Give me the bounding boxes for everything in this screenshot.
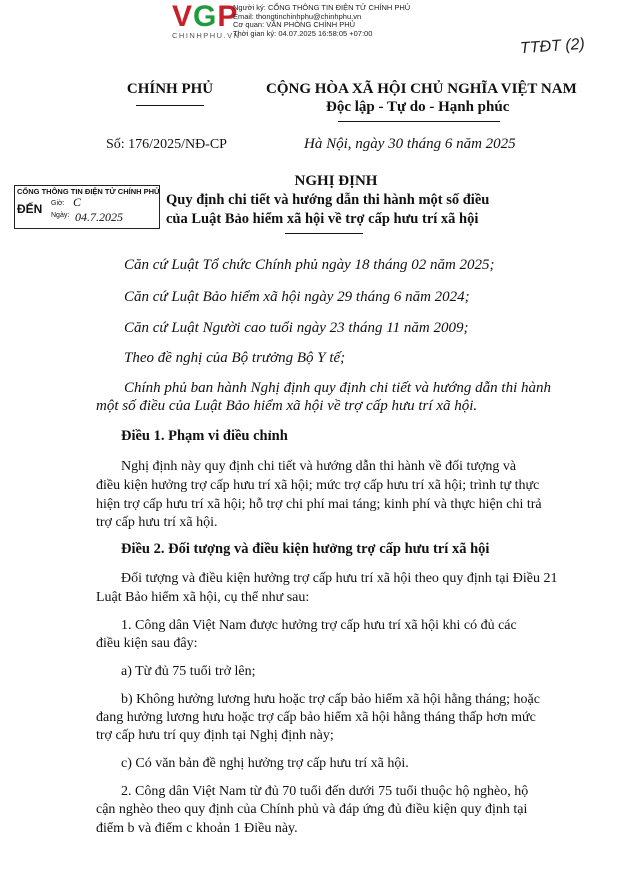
vgp-logo-subtitle: CHINHPHU.VN — [172, 31, 241, 40]
issuing-agency: CHÍNH PHỦ — [126, 81, 214, 97]
clause1-line: 1. Công dân Việt Nam được hưởng trợ cấp hưu trí xã hội khi có đủ các — [121, 618, 517, 633]
preamble-line: Căn cứ Luật Người cao tuổi ngày 23 tháng 11 năm 2009; — [124, 320, 469, 336]
agency-underline — [136, 105, 204, 106]
place-and-date: Hà Nội, ngày 30 tháng 6 năm 2025 — [304, 136, 516, 152]
receipt-stamp — [14, 185, 160, 229]
receipt-stamp-date-label: Ngày: — [51, 212, 70, 219]
point-a: a) Từ đủ 75 tuổi trở lên; — [121, 664, 256, 679]
vgp-logo-v: V — [172, 0, 194, 33]
preamble-line: Căn cứ Luật Tổ chức Chính phủ ngày 18 tháng 02 năm 2025; — [124, 257, 495, 273]
preamble-line: Căn cứ Luật Bảo hiểm xã hội ngày 29 tháng 6 năm 2024; — [124, 289, 470, 305]
document-number: Số: 176/2025/NĐ-CP — [106, 137, 227, 152]
signer-time: Thời gian ký: 04.07.2025 16:58:05 +07:00 — [233, 28, 373, 38]
clause1-line: điều kiện sau đây: — [96, 636, 198, 651]
article2-intro-line: Luật Bảo hiểm xã hội, cụ thể như sau: — [96, 590, 310, 605]
title-underline — [285, 233, 363, 234]
point-b-line: b) Không hưởng lương hưu hoặc trợ cấp bảo hiểm xã hội hằng tháng; hoặc — [121, 692, 540, 707]
signer-email: Email: thongtinchinhphu@chinhphu.vn — [233, 11, 362, 21]
point-b-line: trợ cấp hưu trí quy định tại Nghị định này; — [96, 728, 334, 743]
article2-heading: Điều 2. Đối tượng và điều kiện hưởng trợ cấp hưu trí xã hội — [121, 541, 490, 557]
document-title-line1: Quy định chi tiết và hướng dẫn thi hành một số điều — [166, 192, 490, 208]
receipt-stamp-den: ĐẾN — [17, 202, 43, 216]
vgp-logo — [172, 2, 238, 32]
document-type: NGHỊ ĐỊNH — [294, 173, 378, 189]
signer-name: Người ký: CỔNG THÔNG TIN ĐIỆN TỬ CHÍNH PHỦ — [233, 3, 411, 12]
digital-signature-info — [233, 4, 410, 38]
clause2-line: cận nghèo theo quy định của Chính phủ và đáp ứng đủ điều kiện quy định tại — [96, 802, 528, 817]
handwritten-note: TTĐT (2) — [519, 35, 586, 58]
article1-line: điều kiện hưởng trợ cấp hưu trí xã hội; mức trợ cấp hưu trí xã hội; trình tự thực — [96, 478, 540, 493]
vgp-logo-p: P — [217, 0, 239, 33]
preamble-line: Theo đề nghị của Bộ trưởng Bộ Y tế; — [124, 350, 346, 366]
enactment-line1: Chính phủ ban hành Nghị định quy định chi tiết và hướng dẫn thi hành — [124, 380, 552, 396]
clause2-line: 2. Công dân Việt Nam từ đủ 70 tuổi đến dưới 75 tuổi thuộc hộ nghèo, hộ — [121, 784, 529, 799]
article1-line: Nghị định này quy định chi tiết và hướng dẫn thi hành về đối tượng và — [121, 459, 517, 474]
clause2-line: điểm b và điểm c khoản 1 Điều này. — [96, 821, 298, 836]
point-b-line: đang hưởng lương hưu hoặc trợ cấp bảo hiểm xã hội hằng tháng thấp hơn mức — [96, 710, 536, 725]
motto-underline — [338, 121, 500, 122]
receipt-stamp-org: CỔNG THÔNG TIN ĐIỆN TỬ CHÍNH PHỦ — [17, 187, 160, 196]
receipt-stamp-hour-label: Giờ: — [51, 200, 65, 207]
article2-intro-line: Đối tượng và điều kiện hưởng trợ cấp hưu trí xã hội theo quy định tại Điều 21 — [121, 571, 558, 586]
national-motto: Độc lập - Tự do - Hạnh phúc — [326, 99, 510, 115]
vgp-logo-g: G — [193, 0, 218, 33]
article1-line: hiện trợ cấp hưu trí xã hội; hỗ trợ chi phí mai táng; kinh phí và thực hiện chi trả — [96, 497, 542, 512]
point-c: c) Có văn bản đề nghị hưởng trợ cấp hưu trí xã hội. — [121, 756, 409, 771]
enactment-line2: một số điều của Luật Bảo hiểm xã hội về trợ cấp hưu trí xã hội. — [96, 398, 478, 414]
article1-heading: Điều 1. Phạm vi điều chỉnh — [121, 428, 288, 444]
article1-line: trợ cấp hưu trí xã hội. — [96, 515, 218, 530]
receipt-stamp-hour-value: C — [73, 195, 82, 209]
receipt-stamp-date-value: 04.7.2025 — [75, 210, 123, 224]
national-title: CỘNG HÒA XÃ HỘI CHỦ NGHĨA VIỆT NAM — [266, 81, 577, 97]
signer-agency: Cơ quan: VĂN PHÒNG CHÍNH PHỦ — [233, 20, 356, 29]
document-title-line2: của Luật Bảo hiểm xã hội về trợ cấp hưu trí xã hội — [166, 211, 479, 227]
